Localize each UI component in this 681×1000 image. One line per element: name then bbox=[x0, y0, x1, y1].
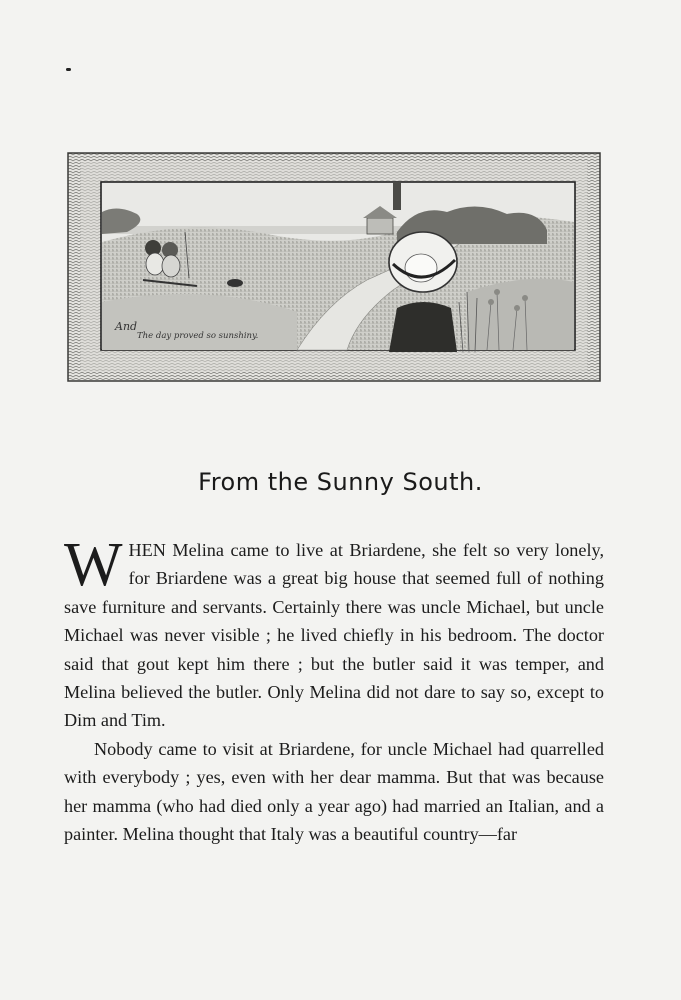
drop-cap: W bbox=[64, 531, 123, 599]
body-text bbox=[64, 531, 604, 848]
ink-speck bbox=[66, 68, 71, 71]
landscape-illustration bbox=[67, 152, 601, 382]
paragraph-2: Nobody came to visit at Briardene, for uncle Michael had quarrelled with everybody ; yes, even with her dear mamma. But that was because her mamma (who had died only a year ago) had married an Italian, and a painter. Melina thought that Italy was a beautiful country—far bbox=[64, 738, 604, 845]
chapter-heading: From the Sunny South. bbox=[198, 468, 483, 496]
illustration-caption-text: The day proved so sunshiny. bbox=[137, 331, 259, 341]
illustration-caption-and: And bbox=[115, 320, 138, 333]
illustration-plate bbox=[67, 152, 601, 382]
paragraph-1-text: HEN Melina came to live at Briardene, she felt so very lonely, for Briardene was a great big house that seemed full of nothing save furniture and servants. Certainly there was uncle Michael, but uncle Michael was never visible ; he lived chiefly in his bedroom. The doctor said that gout kept him there ; but the butler said it was temper, and Melina believed the butler. Only Melina did not dare to say so, except to Dim and Tim. bbox=[64, 540, 604, 731]
paragraph-1 bbox=[64, 531, 604, 735]
